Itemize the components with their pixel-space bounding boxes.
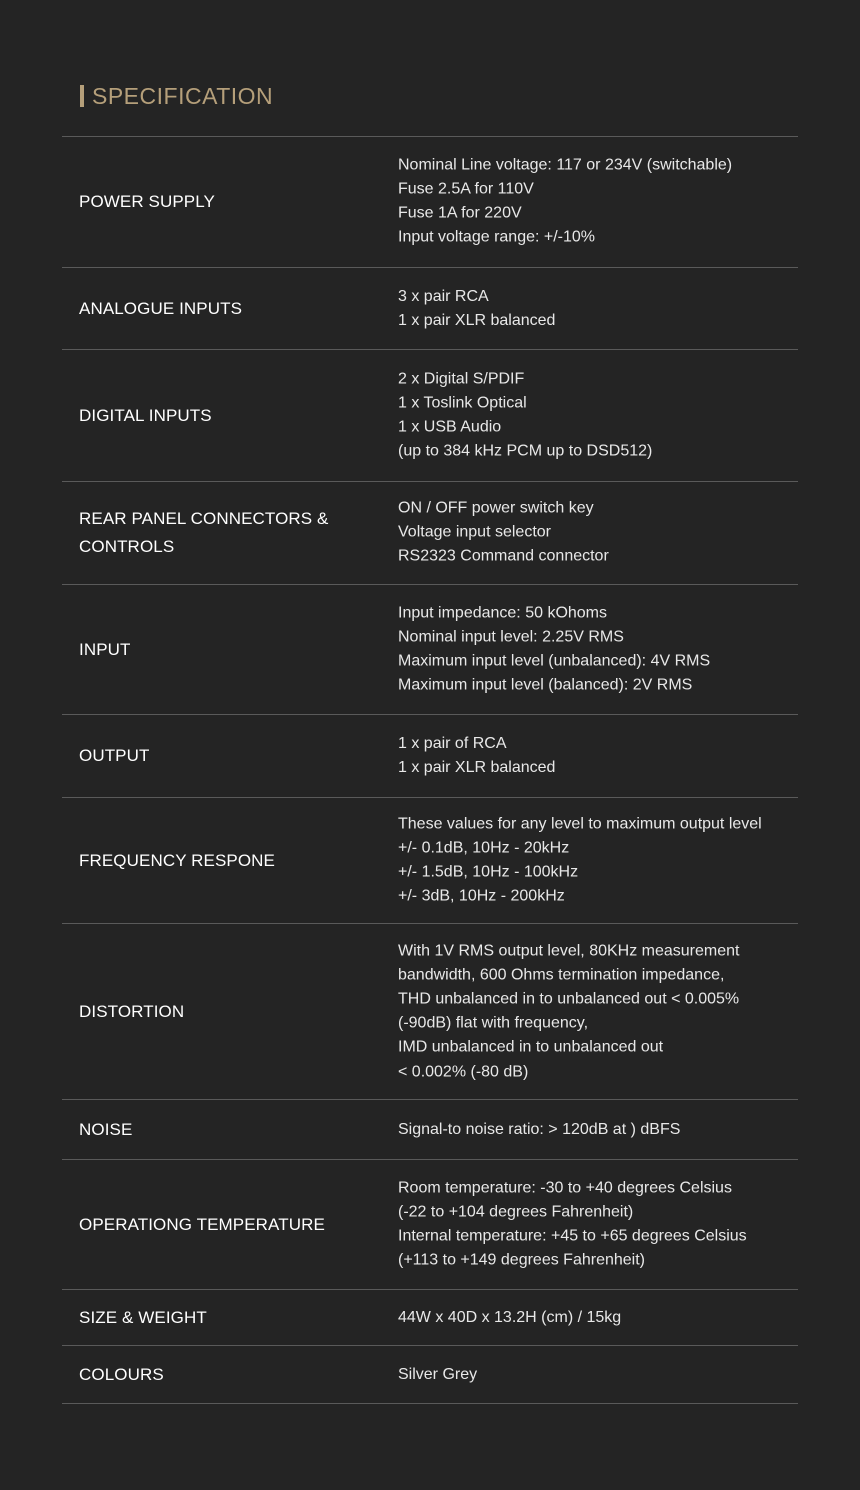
spec-value: (up to 384 kHz PCM up to DSD512) <box>398 442 653 460</box>
spec-row-digital-inputs <box>62 350 798 482</box>
spec-value: These values for any level to maximum output level <box>398 815 762 833</box>
spec-value: With 1V RMS output level, 80KHz measurement <box>398 941 740 959</box>
spec-value: Input impedance: 50 kOhoms <box>398 604 608 622</box>
spec-value: 1 x USB Audio <box>398 418 502 436</box>
spec-label: DIGITAL INPUTS <box>79 405 212 425</box>
spec-values <box>398 732 798 780</box>
spec-value: 44W x 40D x 13.2H (cm) / 15kg <box>398 1308 622 1326</box>
spec-value: bandwidth, 600 Ohms termination impedance, <box>398 966 725 984</box>
spec-value: (+113 to +149 degrees Fahrenheit) <box>398 1251 645 1269</box>
heading-accent-bar <box>80 85 84 107</box>
spec-values <box>398 1362 798 1386</box>
spec-value: +/- 3dB, 10Hz - 200kHz <box>398 887 565 905</box>
spec-values <box>398 601 798 698</box>
spec-row-input <box>62 585 798 715</box>
spec-row-output <box>62 715 798 798</box>
spec-value: Input voltage range: +/-10% <box>398 228 596 246</box>
spec-values <box>398 367 798 464</box>
spec-value: 1 x pair XLR balanced <box>398 311 556 329</box>
spec-value: THD unbalanced in to unbalanced out < 0.005% <box>398 990 740 1008</box>
spec-values <box>398 497 798 570</box>
spec-label: DISTORTION <box>79 1001 185 1021</box>
spec-value: Voltage input selector <box>398 523 551 541</box>
spec-label: NOISE <box>79 1119 133 1139</box>
spec-value: (-90dB) flat with frequency, <box>398 1014 589 1032</box>
spec-label: INPUT <box>79 639 131 659</box>
spec-value: +/- 1.5dB, 10Hz - 100kHz <box>398 863 579 881</box>
section-heading <box>80 82 273 110</box>
spec-label: SIZE & WEIGHT <box>79 1307 207 1327</box>
spec-value: 1 x pair of RCA <box>398 734 507 752</box>
spec-label: POWER SUPPLY <box>79 191 215 211</box>
spec-value: Nominal Line voltage: 117 or 234V (switchable) <box>398 156 733 174</box>
spec-values <box>398 284 798 332</box>
spec-value: RS2323 Command connector <box>398 548 609 566</box>
spec-value: 3 x pair RCA <box>398 287 489 305</box>
spec-value: Maximum input level (balanced): 2V RMS <box>398 676 693 694</box>
spec-row-rear-panel <box>62 482 798 585</box>
spec-value: Internal temperature: +45 to +65 degrees Celsius <box>398 1227 747 1245</box>
spec-values <box>398 153 798 250</box>
spec-label: COLOURS <box>79 1364 164 1384</box>
spec-row-power-supply <box>62 136 798 268</box>
spec-value: Fuse 1A for 220V <box>398 204 522 222</box>
spec-value: < 0.002% (-80 dB) <box>398 1062 529 1080</box>
spec-row-distortion <box>62 924 798 1100</box>
spec-values <box>398 812 798 909</box>
spec-value: ON / OFF power switch key <box>398 499 594 517</box>
spec-value: Nominal input level: 2.25V RMS <box>398 628 624 646</box>
spec-row-colours <box>62 1346 798 1404</box>
spec-label: ANALOGUE INPUTS <box>79 298 243 318</box>
spec-values <box>398 939 798 1084</box>
spec-row-noise <box>62 1100 798 1160</box>
spec-value: 1 x pair XLR balanced <box>398 759 556 776</box>
spec-label: REAR PANEL CONNECTORS & CONTROLS <box>79 509 329 556</box>
spec-value: Room temperature: -30 to +40 degrees Celsius <box>398 1179 732 1197</box>
spec-value: Silver Grey <box>398 1365 478 1383</box>
spec-value: Signal-to noise ratio: > 120dB at ) dBFS <box>398 1120 681 1138</box>
spec-value: 2 x Digital S/PDIF <box>398 370 525 388</box>
spec-row-operating-temperature <box>62 1160 798 1290</box>
spec-value: (-22 to +104 degrees Fahrenheit) <box>398 1203 634 1221</box>
spec-label: OUTPUT <box>79 746 150 765</box>
spec-label: OPERATIONG TEMPERATURE <box>79 1214 325 1234</box>
spec-values <box>398 1176 798 1273</box>
spec-values <box>398 1117 798 1141</box>
spec-values <box>398 1305 798 1329</box>
spec-value: +/- 0.1dB, 10Hz - 20kHz <box>398 839 570 857</box>
heading-title: SPECIFICATION <box>92 83 274 109</box>
spec-row-size-weight <box>62 1290 798 1346</box>
spec-label: FREQUENCY RESPONE <box>79 850 275 870</box>
spec-row-frequency-response <box>62 798 798 924</box>
spec-value: Fuse 2.5A for 110V <box>398 180 534 198</box>
spec-row-analogue-inputs <box>62 268 798 350</box>
spec-value: Maximum input level (unbalanced): 4V RMS <box>398 652 711 670</box>
spec-value: 1 x Toslink Optical <box>398 394 527 412</box>
spec-value: IMD unbalanced in to unbalanced out <box>398 1038 664 1056</box>
